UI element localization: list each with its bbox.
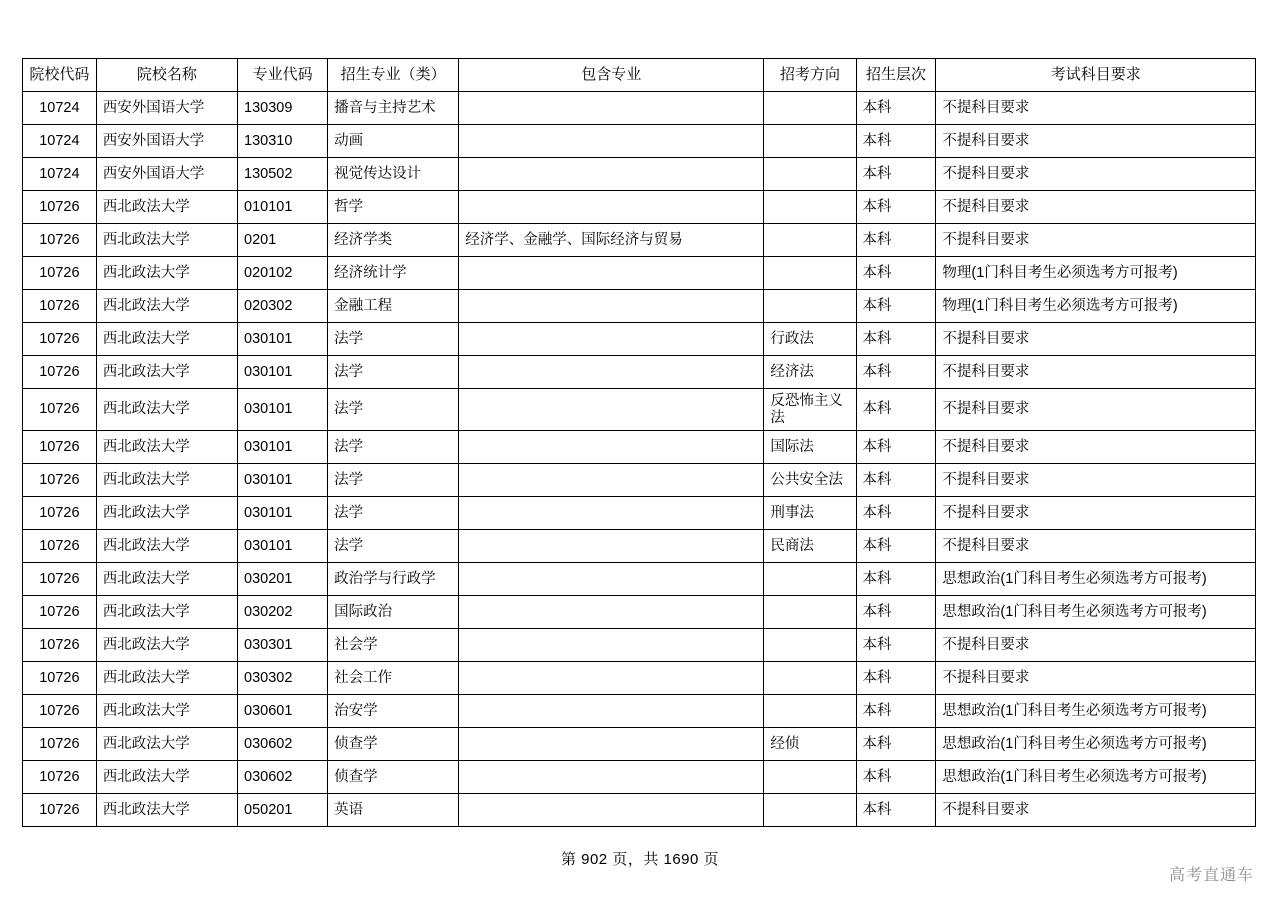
cell-requirement: 不提科目要求 xyxy=(936,92,1256,125)
cell-included-majors xyxy=(459,290,764,323)
column-header-requirement: 考试科目要求 xyxy=(936,59,1256,92)
cell-school-name: 西北政法大学 xyxy=(96,191,237,224)
cell-requirement: 不提科目要求 xyxy=(936,224,1256,257)
cell-school-code: 10726 xyxy=(23,662,97,695)
cell-direction xyxy=(764,125,856,158)
table-row xyxy=(23,125,1256,158)
cell-included-majors xyxy=(459,356,764,389)
column-header-included-majors: 包含专业 xyxy=(459,59,764,92)
cell-school-code: 10726 xyxy=(23,389,97,431)
cell-school-code: 10726 xyxy=(23,290,97,323)
cell-level: 本科 xyxy=(856,794,936,827)
cell-direction xyxy=(764,695,856,728)
cell-major-code: 030101 xyxy=(238,464,328,497)
cell-major-code: 130309 xyxy=(238,92,328,125)
cell-level: 本科 xyxy=(856,464,936,497)
table-row xyxy=(23,356,1256,389)
cell-requirement: 不提科目要求 xyxy=(936,356,1256,389)
cell-level: 本科 xyxy=(856,662,936,695)
cell-major: 法学 xyxy=(328,323,459,356)
cell-direction: 公共安全法 xyxy=(764,464,856,497)
cell-major: 社会工作 xyxy=(328,662,459,695)
cell-direction xyxy=(764,794,856,827)
cell-included-majors xyxy=(459,530,764,563)
cell-included-majors xyxy=(459,257,764,290)
cell-school-code: 10726 xyxy=(23,224,97,257)
cell-major: 法学 xyxy=(328,497,459,530)
cell-requirement: 不提科目要求 xyxy=(936,158,1256,191)
cell-included-majors xyxy=(459,662,764,695)
cell-level: 本科 xyxy=(856,92,936,125)
cell-direction xyxy=(764,629,856,662)
cell-school-code: 10726 xyxy=(23,497,97,530)
cell-direction: 民商法 xyxy=(764,530,856,563)
table-row xyxy=(23,389,1256,431)
table-row xyxy=(23,761,1256,794)
table-row xyxy=(23,158,1256,191)
cell-major-code: 130310 xyxy=(238,125,328,158)
cell-major: 政治学与行政学 xyxy=(328,563,459,596)
cell-school-name: 西北政法大学 xyxy=(96,596,237,629)
cell-requirement: 不提科目要求 xyxy=(936,431,1256,464)
cell-direction xyxy=(764,158,856,191)
cell-school-name: 西北政法大学 xyxy=(96,728,237,761)
table-row xyxy=(23,563,1256,596)
cell-major-code: 020102 xyxy=(238,257,328,290)
cell-included-majors xyxy=(459,563,764,596)
cell-level: 本科 xyxy=(856,389,936,431)
cell-major-code: 020302 xyxy=(238,290,328,323)
cell-major: 侦查学 xyxy=(328,761,459,794)
cell-major-code: 030301 xyxy=(238,629,328,662)
cell-direction: 经济法 xyxy=(764,356,856,389)
cell-requirement: 不提科目要求 xyxy=(936,191,1256,224)
cell-school-code: 10726 xyxy=(23,356,97,389)
cell-school-code: 10726 xyxy=(23,728,97,761)
cell-major-code: 030101 xyxy=(238,356,328,389)
cell-school-code: 10726 xyxy=(23,191,97,224)
cell-level: 本科 xyxy=(856,224,936,257)
cell-direction: 经侦 xyxy=(764,728,856,761)
table-row xyxy=(23,794,1256,827)
table-header-row xyxy=(23,59,1256,92)
cell-included-majors xyxy=(459,728,764,761)
table-row xyxy=(23,629,1256,662)
cell-requirement: 不提科目要求 xyxy=(936,629,1256,662)
cell-direction xyxy=(764,92,856,125)
cell-major-code: 030302 xyxy=(238,662,328,695)
cell-direction xyxy=(764,761,856,794)
cell-major: 法学 xyxy=(328,431,459,464)
cell-school-code: 10726 xyxy=(23,464,97,497)
cell-major-code: 030201 xyxy=(238,563,328,596)
table-row xyxy=(23,596,1256,629)
cell-major-code: 030101 xyxy=(238,497,328,530)
cell-major: 社会学 xyxy=(328,629,459,662)
column-header-major: 招生专业（类） xyxy=(328,59,459,92)
cell-school-code: 10726 xyxy=(23,629,97,662)
cell-requirement: 思想政治(1门科目考生必须选考方可报考) xyxy=(936,728,1256,761)
cell-school-name: 西北政法大学 xyxy=(96,431,237,464)
cell-school-code: 10726 xyxy=(23,596,97,629)
cell-requirement: 不提科目要求 xyxy=(936,125,1256,158)
column-header-direction: 招考方向 xyxy=(764,59,856,92)
cell-major: 治安学 xyxy=(328,695,459,728)
cell-major: 哲学 xyxy=(328,191,459,224)
cell-direction: 国际法 xyxy=(764,431,856,464)
table-row xyxy=(23,323,1256,356)
cell-major-code: 030101 xyxy=(238,389,328,431)
cell-included-majors xyxy=(459,158,764,191)
cell-included-majors xyxy=(459,497,764,530)
cell-included-majors xyxy=(459,125,764,158)
cell-school-code: 10726 xyxy=(23,761,97,794)
cell-school-name: 西北政法大学 xyxy=(96,761,237,794)
cell-major: 法学 xyxy=(328,389,459,431)
cell-level: 本科 xyxy=(856,158,936,191)
cell-level: 本科 xyxy=(856,497,936,530)
cell-direction xyxy=(764,596,856,629)
cell-major-code: 030601 xyxy=(238,695,328,728)
cell-level: 本科 xyxy=(856,563,936,596)
cell-school-name: 西北政法大学 xyxy=(96,224,237,257)
cell-major-code: 030602 xyxy=(238,728,328,761)
cell-included-majors xyxy=(459,92,764,125)
cell-major-code: 030101 xyxy=(238,431,328,464)
cell-included-majors xyxy=(459,629,764,662)
cell-direction xyxy=(764,563,856,596)
column-header-school-code: 院校代码 xyxy=(23,59,97,92)
cell-requirement: 不提科目要求 xyxy=(936,662,1256,695)
cell-major: 法学 xyxy=(328,464,459,497)
cell-major-code: 030602 xyxy=(238,761,328,794)
cell-requirement: 思想政治(1门科目考生必须选考方可报考) xyxy=(936,695,1256,728)
cell-major-code: 010101 xyxy=(238,191,328,224)
cell-requirement: 思想政治(1门科目考生必须选考方可报考) xyxy=(936,563,1256,596)
cell-level: 本科 xyxy=(856,728,936,761)
cell-major-code: 0201 xyxy=(238,224,328,257)
cell-school-name: 西北政法大学 xyxy=(96,794,237,827)
cell-school-code: 10726 xyxy=(23,323,97,356)
column-header-major-code: 专业代码 xyxy=(238,59,328,92)
cell-school-code: 10726 xyxy=(23,431,97,464)
table-row xyxy=(23,257,1256,290)
cell-level: 本科 xyxy=(856,629,936,662)
page-footer: 第 902 页，共 1690 页 xyxy=(560,851,720,868)
cell-direction xyxy=(764,290,856,323)
cell-direction xyxy=(764,662,856,695)
cell-requirement: 不提科目要求 xyxy=(936,323,1256,356)
cell-school-code: 10724 xyxy=(23,158,97,191)
cell-school-name: 西北政法大学 xyxy=(96,389,237,431)
cell-requirement: 不提科目要求 xyxy=(936,497,1256,530)
cell-level: 本科 xyxy=(856,290,936,323)
cell-major: 法学 xyxy=(328,530,459,563)
table-row xyxy=(23,191,1256,224)
cell-school-name: 西北政法大学 xyxy=(96,323,237,356)
cell-school-name: 西安外国语大学 xyxy=(96,92,237,125)
cell-school-name: 西北政法大学 xyxy=(96,563,237,596)
cell-school-name: 西北政法大学 xyxy=(96,257,237,290)
admissions-table xyxy=(22,58,1256,827)
cell-direction xyxy=(764,224,856,257)
cell-school-name: 西北政法大学 xyxy=(96,530,237,563)
table-row xyxy=(23,497,1256,530)
cell-major: 经济统计学 xyxy=(328,257,459,290)
cell-requirement: 不提科目要求 xyxy=(936,530,1256,563)
cell-major-code: 050201 xyxy=(238,794,328,827)
cell-requirement: 不提科目要求 xyxy=(936,389,1256,431)
cell-level: 本科 xyxy=(856,323,936,356)
cell-school-name: 西北政法大学 xyxy=(96,662,237,695)
cell-major: 金融工程 xyxy=(328,290,459,323)
cell-school-code: 10726 xyxy=(23,257,97,290)
cell-direction: 反恐怖主义法 xyxy=(764,389,856,431)
table-row xyxy=(23,92,1256,125)
cell-school-name: 西北政法大学 xyxy=(96,629,237,662)
cell-requirement: 物理(1门科目考生必须选考方可报考) xyxy=(936,257,1256,290)
cell-direction xyxy=(764,191,856,224)
cell-major: 播音与主持艺术 xyxy=(328,92,459,125)
table-row xyxy=(23,464,1256,497)
cell-level: 本科 xyxy=(856,125,936,158)
column-header-school-name: 院校名称 xyxy=(96,59,237,92)
cell-included-majors xyxy=(459,191,764,224)
cell-major: 动画 xyxy=(328,125,459,158)
table-row xyxy=(23,695,1256,728)
table-row xyxy=(23,224,1256,257)
cell-direction: 刑事法 xyxy=(764,497,856,530)
cell-school-code: 10726 xyxy=(23,794,97,827)
cell-major: 经济学类 xyxy=(328,224,459,257)
cell-included-majors xyxy=(459,596,764,629)
cell-major-code: 130502 xyxy=(238,158,328,191)
cell-level: 本科 xyxy=(856,695,936,728)
table-row xyxy=(23,530,1256,563)
cell-requirement: 思想政治(1门科目考生必须选考方可报考) xyxy=(936,596,1256,629)
cell-included-majors: 经济学、金融学、国际经济与贸易 xyxy=(459,224,764,257)
cell-school-code: 10724 xyxy=(23,92,97,125)
cell-level: 本科 xyxy=(856,191,936,224)
cell-major: 视觉传达设计 xyxy=(328,158,459,191)
cell-level: 本科 xyxy=(856,257,936,290)
cell-major: 法学 xyxy=(328,356,459,389)
cell-school-name: 西安外国语大学 xyxy=(96,158,237,191)
cell-included-majors xyxy=(459,695,764,728)
cell-school-code: 10724 xyxy=(23,125,97,158)
cell-requirement: 思想政治(1门科目考生必须选考方可报考) xyxy=(936,761,1256,794)
cell-included-majors xyxy=(459,761,764,794)
cell-level: 本科 xyxy=(856,431,936,464)
cell-school-code: 10726 xyxy=(23,530,97,563)
cell-included-majors xyxy=(459,794,764,827)
table-row xyxy=(23,728,1256,761)
cell-major: 英语 xyxy=(328,794,459,827)
cell-school-code: 10726 xyxy=(23,563,97,596)
cell-school-name: 西北政法大学 xyxy=(96,464,237,497)
watermark-label: 高考直通车 xyxy=(1168,867,1254,884)
cell-major-code: 030202 xyxy=(238,596,328,629)
cell-level: 本科 xyxy=(856,596,936,629)
table-row xyxy=(23,431,1256,464)
cell-major-code: 030101 xyxy=(238,530,328,563)
cell-included-majors xyxy=(459,464,764,497)
cell-school-code: 10726 xyxy=(23,695,97,728)
cell-requirement: 不提科目要求 xyxy=(936,464,1256,497)
cell-level: 本科 xyxy=(856,356,936,389)
column-header-level: 招生层次 xyxy=(856,59,936,92)
cell-included-majors xyxy=(459,431,764,464)
table-row xyxy=(23,290,1256,323)
cell-included-majors xyxy=(459,389,764,431)
cell-major: 侦查学 xyxy=(328,728,459,761)
cell-major: 国际政治 xyxy=(328,596,459,629)
cell-school-name: 西安外国语大学 xyxy=(96,125,237,158)
cell-school-name: 西北政法大学 xyxy=(96,497,237,530)
cell-major-code: 030101 xyxy=(238,323,328,356)
cell-school-name: 西北政法大学 xyxy=(96,356,237,389)
cell-level: 本科 xyxy=(856,761,936,794)
cell-included-majors xyxy=(459,323,764,356)
cell-direction xyxy=(764,257,856,290)
cell-school-name: 西北政法大学 xyxy=(96,290,237,323)
table-row xyxy=(23,662,1256,695)
cell-requirement: 物理(1门科目考生必须选考方可报考) xyxy=(936,290,1256,323)
cell-level: 本科 xyxy=(856,530,936,563)
cell-requirement: 不提科目要求 xyxy=(936,794,1256,827)
cell-school-name: 西北政法大学 xyxy=(96,695,237,728)
cell-direction: 行政法 xyxy=(764,323,856,356)
